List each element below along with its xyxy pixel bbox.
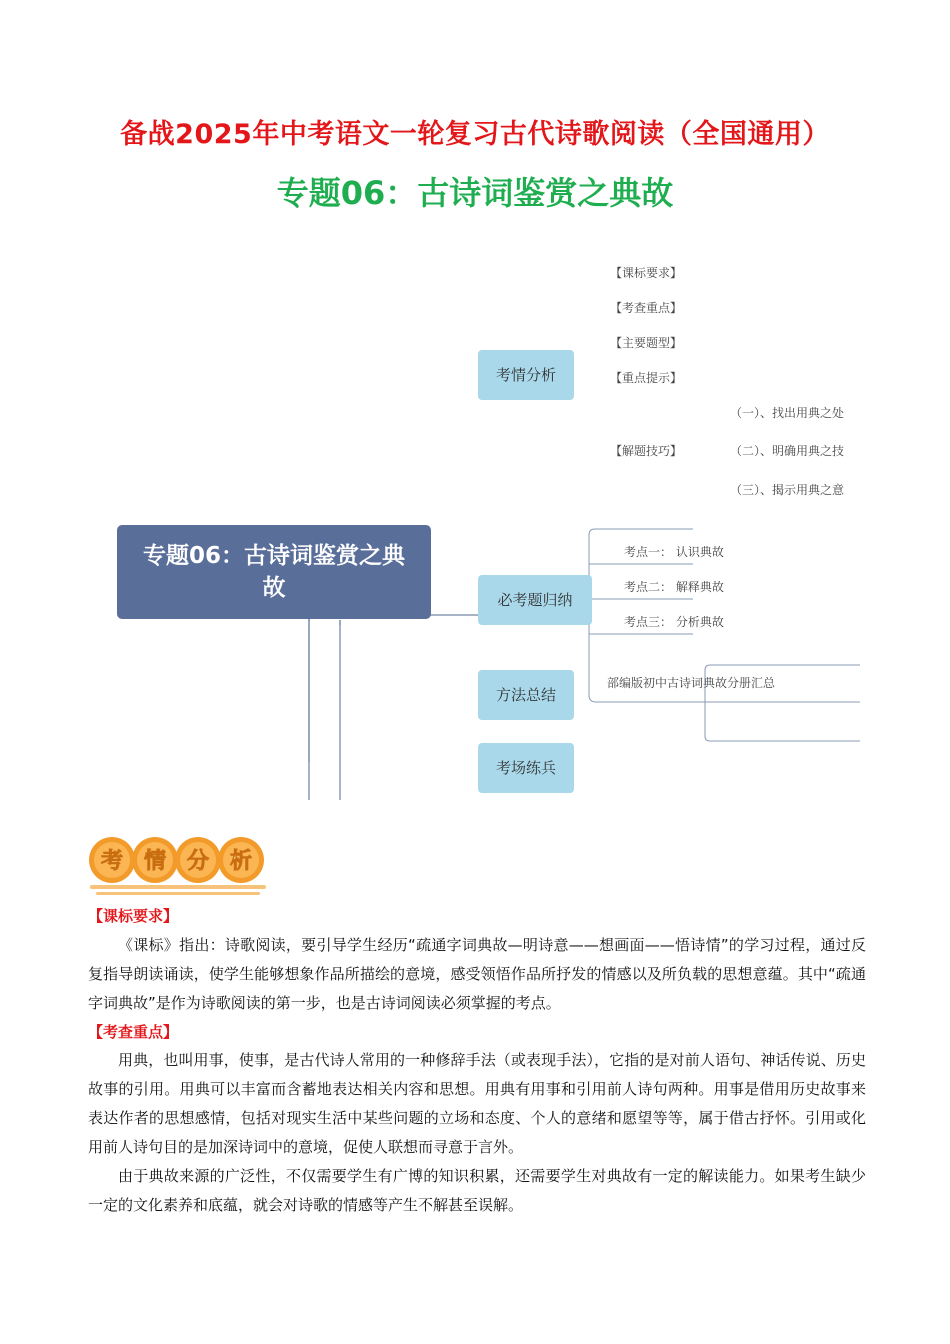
- badge-char: 情: [143, 849, 167, 874]
- mindmap-leaf: （三）、揭示用典之意: [730, 483, 845, 497]
- mindmap-leaf: 【主要题型】: [610, 336, 683, 350]
- document-subtitle: 专题06：古诗词鉴赏之典故: [276, 174, 674, 212]
- mindmap-node-key-points: 必考题归纳: [478, 575, 592, 625]
- mindmap-leaf: 【解题技巧】: [610, 444, 683, 458]
- section-heading: 【考查重点】: [88, 1023, 179, 1041]
- badge-char: 考: [100, 849, 124, 874]
- mindmap-leaf: （二）、明确用典之技: [730, 444, 845, 458]
- mindmap-root: 专题06：古诗词鉴赏之典故: [117, 525, 431, 619]
- mindmap-leaf: 考点三： 分析典故: [624, 615, 724, 629]
- mindmap-leaf: （一）、找出用典之处: [730, 406, 845, 420]
- paragraph: 《课标》指出：诗歌阅读，要引导学生经历“疏通字词典故—明诗意——想画面——悟诗情”的学习过程，通过反复指导朗读诵读，使学生能够想象作品所描绘的意境，感受领悟作品所抒发的情感以及所负载的思想意蕴。其中“疏通字词典故”是作为诗歌阅读的第一步，也是古诗词阅读必须掌握的考点。: [88, 936, 866, 1012]
- mindmap-leaf: 【重点提示】: [610, 371, 683, 385]
- mindmap-node-analysis: 考情分析: [478, 350, 574, 400]
- document-title: 备战2025年中考语文一轮复习古代诗歌阅读（全国通用）: [120, 119, 830, 150]
- badge-char: 析: [229, 849, 253, 874]
- paragraph: 用典，也叫用事，使事，是古代诗人常用的一种修辞手法（或表现手法），它指的是对前人语句、神话传说、历史故事的引用。用典可以丰富而含蓄地表达相关内容和思想。用典有用事和引用前人诗句两种。用事是借用历史故事来表达作者的思想感情，包括对现实生活中某些问题的立场和态度、个人的意绪和愿望等等，属于借古抒怀。引用或化用前人诗句目的是加深诗词中的意境，促使人联想而寻意于言外。: [88, 1051, 866, 1156]
- mindmap-leaf: 考点一： 认识典故: [624, 545, 724, 559]
- paragraph: 由于典故来源的广泛性，不仅需要学生有广博的知识积累，还需要学生对典故有一定的解读能力。如果考生缺少一定的文化素养和底蕴，就会对诗歌的情感等产生不解甚至误解。: [88, 1167, 866, 1214]
- mindmap-leaf: 考点二： 解释典故: [624, 580, 724, 594]
- mindmap-node-practice: 考场练兵: [478, 743, 574, 793]
- mindmap-leaf: 【课标要求】: [610, 266, 683, 280]
- section-badge-icon: [88, 835, 270, 897]
- mindmap-connectors: [0, 240, 950, 800]
- mindmap-leaf: 【考查重点】: [610, 301, 683, 315]
- mindmap-node-method: 方法总结: [478, 670, 574, 720]
- section-heading: 【课标要求】: [88, 907, 179, 925]
- mindmap-leaf: 部编版初中古诗词典故分册汇总: [607, 676, 776, 690]
- badge-char: 分: [186, 849, 210, 874]
